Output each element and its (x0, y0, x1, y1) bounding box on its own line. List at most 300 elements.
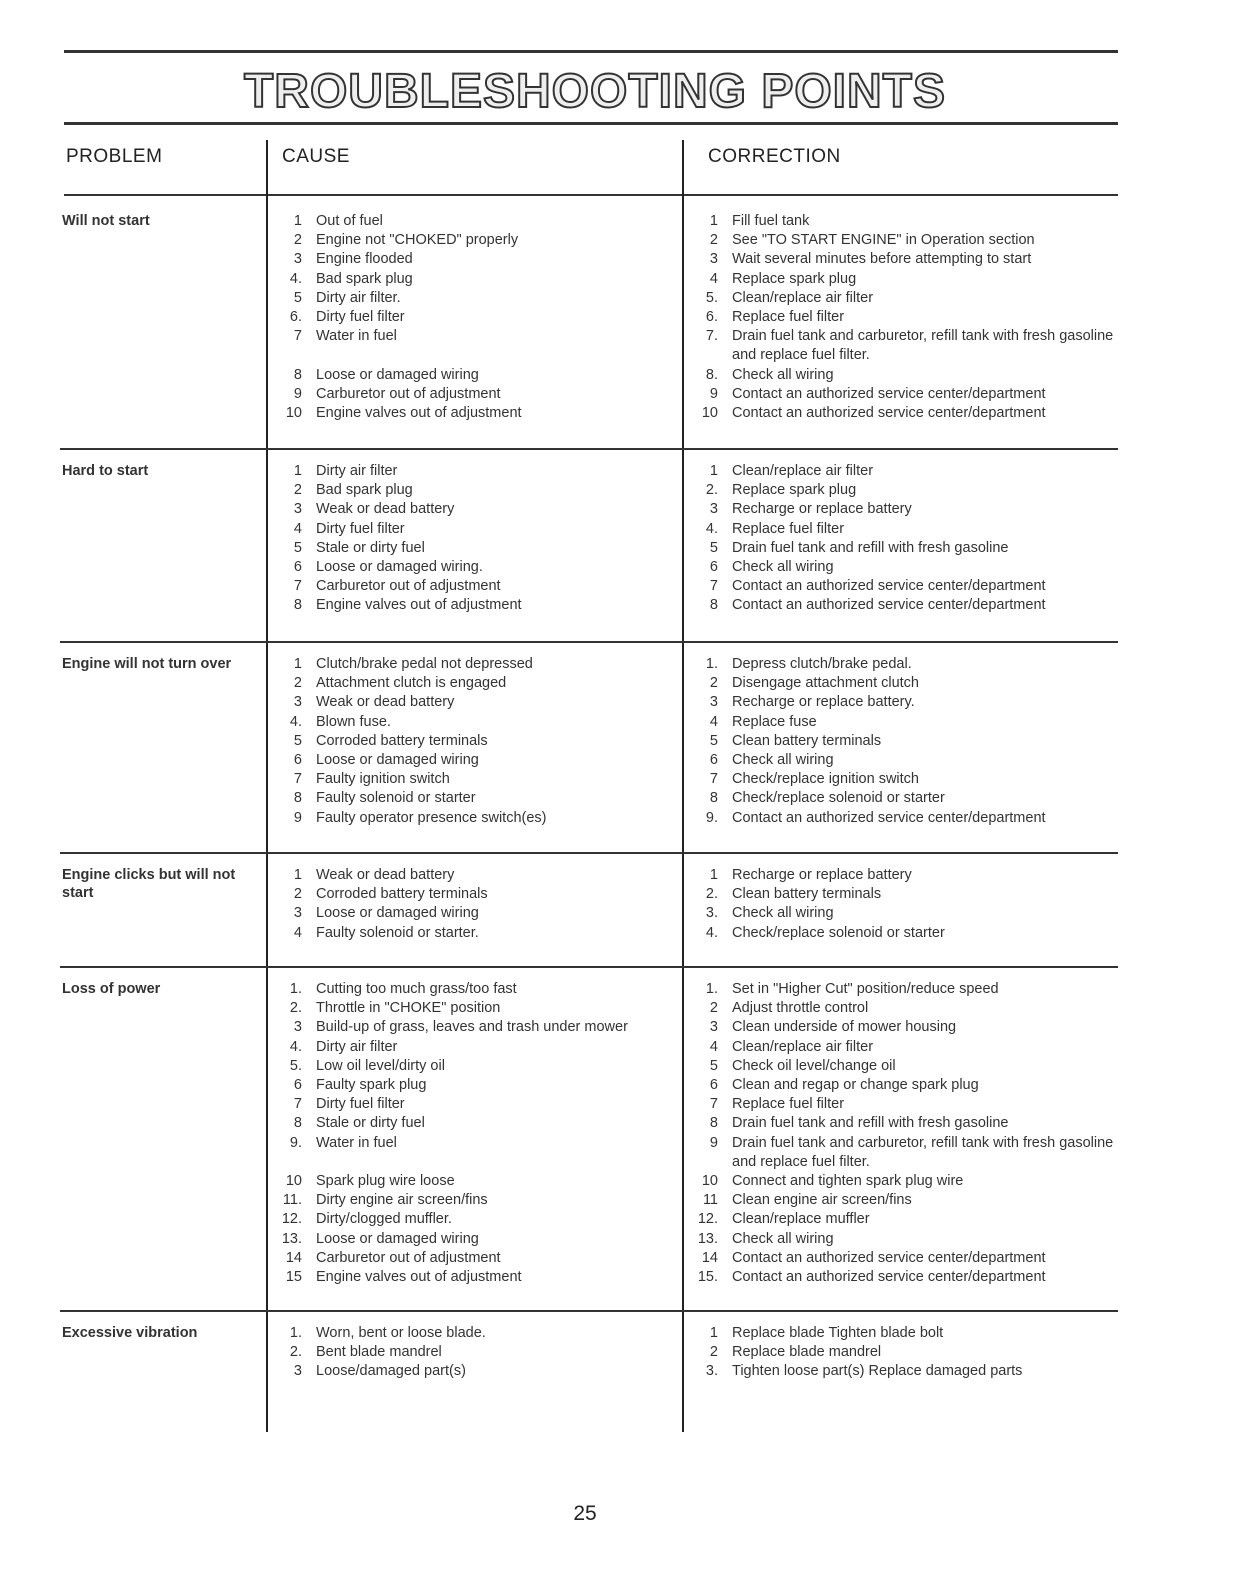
item-number: 2. (705, 886, 718, 903)
item-text: Clean/replace muffler (732, 1211, 870, 1228)
problem-label: Engine clicks but will not start (62, 867, 236, 901)
item-text: Loose or damaged wiring (316, 905, 479, 922)
item-text: Check/replace solenoid or starter (732, 924, 945, 941)
item-text: Contact an authorized service center/department (732, 597, 1046, 614)
item-number: 1. (289, 981, 302, 997)
item-text: Check/replace ignition switch (732, 771, 919, 788)
item-number: 4 (709, 270, 718, 287)
item-text: Check all wiring (732, 559, 834, 576)
item-text: Contact an authorized service center/department (732, 1249, 1046, 1266)
correction-item (692, 462, 1122, 481)
correction-item (692, 693, 1122, 712)
item-number: 3 (709, 1019, 718, 1036)
correction-item (692, 885, 1122, 904)
item-number: 1. (705, 656, 718, 672)
item-text: Faulty spark plug (316, 1077, 427, 1094)
item-number: 6 (709, 1077, 718, 1094)
item-text: Drain fuel tank and refill with fresh gasoline (732, 1115, 1009, 1132)
item-number: 7 (709, 1096, 718, 1113)
item-number: 9 (293, 385, 302, 402)
item-text: Loose or damaged wiring (316, 1230, 479, 1247)
item-text: Corroded battery terminals (316, 886, 488, 903)
item-number: 9 (293, 809, 302, 826)
item-text: Drain fuel tank and refill with fresh gasoline (732, 539, 1009, 556)
item-number: 4. (705, 924, 718, 941)
correction-item (692, 751, 1122, 770)
item-number: 8 (709, 790, 718, 807)
item-text: Carburetor out of adjustment (316, 385, 501, 402)
correction-item (692, 1268, 1122, 1287)
problem-label: Excessive vibration (62, 1325, 198, 1341)
item-text: Stale or dirty fuel (316, 539, 425, 556)
item-text: Disengage attachment clutch (732, 675, 919, 692)
item-number: 3. (705, 905, 718, 922)
item-number: 6 (293, 559, 302, 576)
item-number: 3 (293, 905, 302, 922)
cause-item (276, 751, 686, 770)
cause-item (276, 1324, 686, 1343)
cause-item (276, 1172, 686, 1191)
correction-item (692, 1362, 1122, 1381)
item-text: Dirty fuel filter (316, 309, 405, 326)
item-text: Wait several minutes before attempting to start (732, 251, 1032, 268)
item-number: 4 (293, 520, 302, 537)
cause-item (276, 1343, 686, 1362)
cause-item (276, 924, 686, 943)
item-number: 7 (293, 328, 302, 345)
cause-item (276, 270, 686, 289)
correction-item (692, 1018, 1122, 1037)
item-number: 5 (293, 732, 302, 749)
correction-item (692, 520, 1122, 539)
item-text: Replace fuel filter (732, 520, 845, 537)
item-text: Replace blade mandrel (732, 1344, 882, 1361)
item-number: 8 (293, 1115, 302, 1132)
item-number: 2 (709, 1000, 718, 1017)
page-number: 25 (573, 1502, 597, 1525)
item-number: 7 (293, 578, 302, 595)
item-number: 8 (709, 597, 718, 614)
section-rule (60, 641, 1118, 643)
correction-list (692, 1324, 1122, 1382)
cause-item (276, 999, 686, 1018)
item-number: 2 (709, 675, 718, 692)
item-text: Faulty solenoid or starter (316, 790, 476, 807)
item-number: 8 (709, 1115, 718, 1132)
correction-list (692, 462, 1122, 616)
item-number: 2. (705, 482, 718, 499)
item-text: Check all wiring (732, 752, 834, 769)
item-text: Contact an authorized service center/department (732, 578, 1046, 595)
cause-item (276, 693, 686, 712)
cause-list (276, 980, 686, 1287)
section-rule (60, 448, 1118, 450)
item-number: 12. (281, 1211, 302, 1228)
cause-list (276, 866, 686, 943)
item-number: 2 (293, 482, 302, 499)
item-number: 9 (709, 1134, 718, 1151)
item-number: 2 (709, 232, 718, 249)
item-text: Weak or dead battery (316, 867, 455, 883)
item-text: Clean/replace air filter (732, 1038, 874, 1055)
item-text: Replace fuel filter (732, 1096, 845, 1113)
item-text: Faulty operator presence switch(es) (316, 809, 547, 826)
item-text: Clean and regap or change spark plug (732, 1077, 979, 1094)
correction-item (692, 809, 1122, 828)
item-text: Faulty ignition switch (316, 771, 450, 788)
item-number: 1 (709, 213, 718, 229)
item-number: 5 (709, 539, 718, 556)
header-rule (64, 194, 1118, 196)
correction-item (692, 327, 1122, 365)
item-text: Check all wiring (732, 366, 834, 383)
item-number: 1 (293, 656, 302, 672)
cause-item (276, 713, 686, 732)
cause-item (276, 500, 686, 519)
item-number: 5 (709, 732, 718, 749)
item-number: 4. (289, 1038, 302, 1055)
cause-item (276, 1153, 686, 1172)
correction-item (692, 732, 1122, 751)
item-text: Dirty fuel filter (316, 520, 405, 537)
cause-item (276, 404, 686, 423)
item-number: 11 (702, 1192, 718, 1209)
item-text: Check oil level/change oil (732, 1057, 896, 1074)
correction-item (692, 1230, 1122, 1249)
correction-item (692, 366, 1122, 385)
item-number: 4 (709, 1038, 718, 1055)
item-text: Check all wiring (732, 1230, 834, 1247)
item-text: See "TO START ENGINE" in Operation section (732, 232, 1035, 249)
item-text: Blown fuse. (316, 713, 391, 730)
item-text: Set in "Higher Cut" position/reduce speed (732, 981, 999, 997)
correction-item (692, 999, 1122, 1018)
cause-item (276, 289, 686, 308)
item-text: Carburetor out of adjustment (316, 578, 501, 595)
header-problem: PROBLEM (66, 146, 163, 167)
item-text: Dirty air filter (316, 463, 398, 479)
cause-item (276, 1038, 686, 1057)
item-number: 5 (709, 1057, 718, 1074)
item-text: Depress clutch/brake pedal. (732, 656, 912, 672)
correction-list (692, 655, 1122, 828)
item-text: Engine valves out of adjustment (316, 405, 522, 422)
item-text: Water in fuel (316, 1134, 397, 1151)
item-text: Carburetor out of adjustment (316, 1249, 501, 1266)
item-number: 8 (293, 597, 302, 614)
item-text: Replace fuel filter (732, 309, 845, 326)
item-number: 11. (282, 1192, 302, 1209)
cause-item (276, 327, 686, 346)
cause-item (276, 462, 686, 481)
cause-item (276, 980, 686, 999)
item-number: 15. (697, 1269, 718, 1286)
item-number: 14 (701, 1249, 718, 1266)
item-text: Spark plug wire loose (316, 1173, 455, 1190)
item-number: 6 (709, 559, 718, 576)
item-text: Contact an authorized service center/department (732, 809, 1046, 826)
correction-item (692, 558, 1122, 577)
cause-item (276, 385, 686, 404)
item-number: 1 (293, 867, 302, 883)
item-text: Drain fuel tank and carburetor, refill tank with fresh gasoline and replace fuel filter. (732, 1134, 1114, 1170)
cause-item (276, 1230, 686, 1249)
item-number: 3. (705, 1363, 718, 1380)
item-number: 5 (293, 289, 302, 306)
item-number: 3 (293, 501, 302, 518)
item-text: Cutting too much grass/too fast (316, 981, 517, 997)
cause-item (276, 1114, 686, 1133)
item-number: 9. (289, 1134, 302, 1151)
item-text: Clutch/brake pedal not depressed (316, 656, 533, 672)
cause-item (276, 1095, 686, 1114)
item-number: 2. (289, 1344, 302, 1361)
section-rule (60, 1310, 1118, 1312)
problem-label: Engine will not turn over (62, 656, 232, 672)
correction-item (692, 308, 1122, 327)
cause-column-divider (266, 140, 268, 1432)
item-text: Dirty air filter (316, 1038, 398, 1055)
correction-item (692, 289, 1122, 308)
item-text: Engine valves out of adjustment (316, 597, 522, 614)
item-number: 7 (293, 1096, 302, 1113)
item-text: Out of fuel (316, 213, 383, 229)
correction-item (692, 1343, 1122, 1362)
item-text: Replace spark plug (732, 270, 857, 287)
section-rule (60, 852, 1118, 854)
cause-item (276, 1210, 686, 1229)
cause-item (276, 770, 686, 789)
problem-label: Loss of power (62, 981, 161, 997)
cause-list (276, 462, 686, 616)
item-number: 4 (709, 713, 718, 730)
correction-item (692, 924, 1122, 943)
item-number: 8 (293, 790, 302, 807)
item-text: Dirty engine air screen/fins (316, 1192, 488, 1209)
correction-item (692, 1114, 1122, 1133)
item-number: 3 (709, 694, 718, 711)
item-number: 10 (701, 405, 718, 422)
item-number: 7 (709, 771, 718, 788)
item-number: 3 (293, 251, 302, 268)
item-text: Clean battery terminals (732, 886, 882, 903)
item-number: 13. (697, 1230, 718, 1247)
item-number: 8. (705, 366, 718, 383)
item-text: Water in fuel (316, 328, 397, 345)
item-number: 2 (293, 675, 302, 692)
item-number: 7 (293, 771, 302, 788)
cause-list (276, 655, 686, 828)
item-text: Build-up of grass, leaves and trash under mower (316, 1019, 628, 1036)
correction-item (692, 1038, 1122, 1057)
item-text: Recharge or replace battery (732, 501, 912, 518)
correction-item (692, 385, 1122, 404)
item-number: 13. (281, 1230, 302, 1247)
correction-item (692, 770, 1122, 789)
correction-item (692, 596, 1122, 615)
item-text: Check/replace solenoid or starter (732, 790, 945, 807)
cause-item (276, 231, 686, 250)
item-number: 9 (709, 385, 718, 402)
cause-item (276, 250, 686, 269)
item-text: Contact an authorized service center/department (732, 1269, 1046, 1286)
item-number: 2 (709, 1344, 718, 1361)
item-text: Contact an authorized service center/department (732, 405, 1046, 422)
cause-item (276, 596, 686, 615)
item-number: 2. (289, 1000, 302, 1017)
item-text: Fill fuel tank (732, 213, 810, 229)
item-number: 4. (289, 270, 302, 287)
item-number: 5 (293, 539, 302, 556)
header-cause: CAUSE (282, 146, 350, 167)
correction-item (692, 1191, 1122, 1210)
cause-item (276, 520, 686, 539)
item-number: 6 (293, 752, 302, 769)
correction-item (692, 866, 1122, 885)
cause-item (276, 212, 686, 231)
correction-item (692, 1324, 1122, 1343)
correction-item (692, 674, 1122, 693)
correction-item (692, 481, 1122, 500)
correction-item (692, 231, 1122, 250)
cause-item (276, 558, 686, 577)
cause-item (276, 809, 686, 828)
item-text: Loose/damaged part(s) (316, 1363, 466, 1380)
title-rule (64, 122, 1118, 125)
correction-item (692, 904, 1122, 923)
item-text: Dirty/clogged muffler. (316, 1211, 452, 1228)
item-number: 1 (293, 463, 302, 479)
item-number: 3 (293, 1363, 302, 1380)
cause-item (276, 1191, 686, 1210)
item-number: 6 (293, 1077, 302, 1094)
header-correction: CORRECTION (708, 146, 841, 167)
problem-label: Will not start (62, 213, 150, 229)
item-text: Bad spark plug (316, 482, 413, 499)
item-text: Connect and tighten spark plug wire (732, 1173, 964, 1190)
section-rule (60, 966, 1118, 968)
correction-item (692, 500, 1122, 519)
item-number: 10 (285, 405, 302, 422)
item-number: 4 (293, 924, 302, 941)
item-text: Dirty air filter. (316, 289, 401, 306)
item-number: 14 (285, 1249, 302, 1266)
correction-item (692, 250, 1122, 269)
cause-item (276, 481, 686, 500)
correction-item (692, 1210, 1122, 1229)
correction-item (692, 1076, 1122, 1095)
correction-item (692, 1249, 1122, 1268)
page-title: TROUBLESHOOTING POINTS (243, 65, 946, 118)
item-number: 5. (705, 289, 718, 306)
item-text: Engine flooded (316, 251, 413, 268)
item-text: Faulty solenoid or starter. (316, 924, 479, 941)
item-text: Recharge or replace battery. (732, 694, 915, 711)
correction-item (692, 980, 1122, 999)
cause-item (276, 346, 686, 365)
item-number: 1. (705, 981, 718, 997)
cause-item (276, 1249, 686, 1268)
cause-item (276, 1018, 686, 1037)
item-number: 2 (293, 232, 302, 249)
item-number: 4. (705, 520, 718, 537)
correction-list (692, 212, 1122, 423)
cause-item (276, 732, 686, 751)
item-number: 3 (709, 501, 718, 518)
correction-item (692, 1095, 1122, 1114)
item-text: Loose or damaged wiring (316, 752, 479, 769)
item-number: 9. (705, 809, 718, 826)
item-text: Clean battery terminals (732, 732, 882, 749)
cause-item (276, 1362, 686, 1381)
item-number: 7. (705, 328, 718, 345)
cause-item (276, 674, 686, 693)
item-number: 4. (289, 713, 302, 730)
cause-item (276, 866, 686, 885)
item-number: 10 (701, 1173, 718, 1190)
item-text: Attachment clutch is engaged (316, 675, 507, 692)
cause-item (276, 366, 686, 385)
item-text: Tighten loose part(s) Replace damaged parts (732, 1363, 1023, 1380)
correction-item (692, 212, 1122, 231)
cause-list (276, 1324, 686, 1382)
cause-item (276, 655, 686, 674)
item-number: 6. (705, 309, 718, 326)
item-number: 8 (293, 366, 302, 383)
item-number: 2 (293, 886, 302, 903)
item-text: Bent blade mandrel (316, 1344, 442, 1361)
cause-item (276, 308, 686, 327)
item-text: Clean engine air screen/fins (732, 1192, 912, 1209)
item-text: Replace blade Tighten blade bolt (732, 1325, 944, 1341)
item-text: Drain fuel tank and carburetor, refill tank with fresh gasoline and replace fuel filter. (732, 328, 1114, 364)
correction-item (692, 577, 1122, 596)
item-text: Contact an authorized service center/department (732, 385, 1046, 402)
item-number: 5. (289, 1057, 302, 1074)
item-text: Weak or dead battery (316, 501, 455, 518)
item-text: Bad spark plug (316, 270, 413, 287)
item-text: Replace fuse (732, 713, 817, 730)
item-number: 6 (709, 752, 718, 769)
correction-item (692, 789, 1122, 808)
item-text: Loose or damaged wiring (316, 366, 479, 383)
cause-item (276, 789, 686, 808)
item-number: 1 (709, 1325, 718, 1341)
item-text: Engine valves out of adjustment (316, 1269, 522, 1286)
correction-item (692, 404, 1122, 423)
correction-item (692, 270, 1122, 289)
item-text: Low oil level/dirty oil (316, 1057, 445, 1074)
correction-item (692, 1057, 1122, 1076)
item-text: Check all wiring (732, 905, 834, 922)
item-number: 1 (709, 463, 718, 479)
item-text: Weak or dead battery (316, 694, 455, 711)
cause-item (276, 577, 686, 596)
item-text: Adjust throttle control (732, 1000, 869, 1017)
item-text: Corroded battery terminals (316, 732, 488, 749)
item-number: 12. (697, 1211, 718, 1228)
problem-label: Hard to start (62, 463, 149, 479)
item-text: Clean underside of mower housing (732, 1019, 957, 1036)
item-text: Stale or dirty fuel (316, 1115, 425, 1132)
correction-list (692, 866, 1122, 943)
correction-item (692, 713, 1122, 732)
cause-item (276, 539, 686, 558)
item-text: Clean/replace air filter (732, 463, 874, 479)
cause-list (276, 212, 686, 423)
correction-item (692, 655, 1122, 674)
item-text: Throttle in "CHOKE" position (316, 1000, 501, 1017)
